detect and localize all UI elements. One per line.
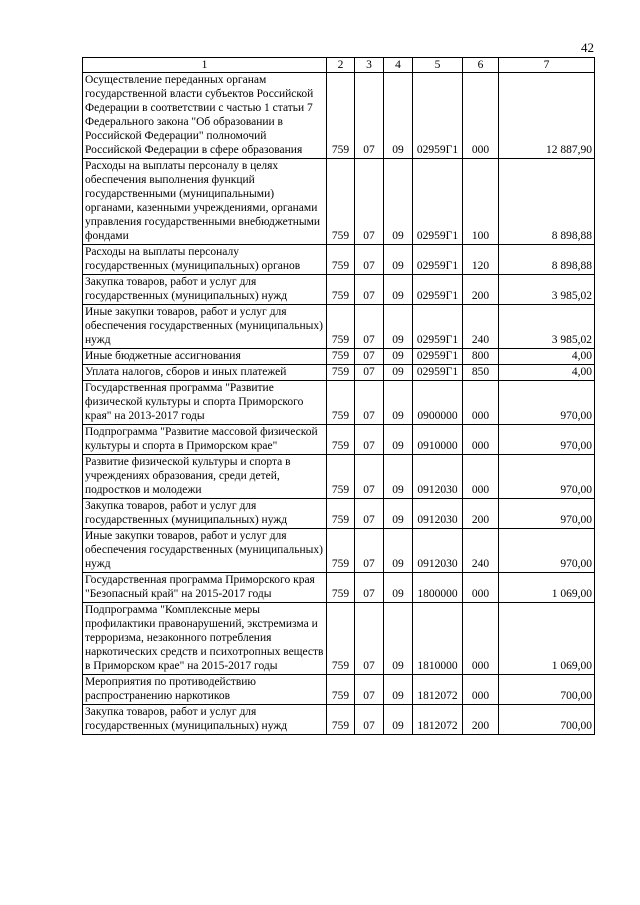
row-code-admin: 759 [327,349,355,365]
row-code-subsection: 09 [384,455,413,499]
row-code-admin: 759 [327,705,355,735]
row-code-subsection: 09 [384,603,413,675]
table-row [83,499,595,529]
header-cell: 6 [463,58,499,73]
row-code-subsection: 09 [384,381,413,425]
row-amount: 970,00 [499,499,595,529]
row-code-target: 02959Г1 [413,349,463,365]
header-cell: 3 [355,58,384,73]
row-code-target: 0912030 [413,529,463,573]
row-code-section: 07 [355,675,384,705]
row-name: Уплата налогов, сборов и иных платежей [83,365,327,381]
row-name: Расходы на выплаты персоналу в целях обеспечения выполнения функций государственными (муниципальными) органами, казенными учреждениями, органами управления государственными внебюджетными фондами [83,159,327,245]
row-amount: 970,00 [499,381,595,425]
row-amount: 970,00 [499,425,595,455]
row-code-subsection: 09 [384,305,413,349]
row-code-section: 07 [355,425,384,455]
header-cell: 2 [327,58,355,73]
row-code-expense-type: 200 [463,705,499,735]
row-code-expense-type: 200 [463,275,499,305]
row-code-target: 02959Г1 [413,275,463,305]
row-code-expense-type: 240 [463,529,499,573]
row-amount: 3 985,02 [499,305,595,349]
row-code-subsection: 09 [384,425,413,455]
row-code-admin: 759 [327,603,355,675]
row-name: Закупка товаров, работ и услуг для государственных (муниципальных) нужд [83,275,327,305]
row-code-expense-type: 850 [463,365,499,381]
table-row [83,275,595,305]
row-code-section: 07 [355,529,384,573]
header-cell: 5 [413,58,463,73]
table-row [83,365,595,381]
row-amount: 12 887,90 [499,73,595,159]
header-cell: 1 [83,58,327,73]
row-code-subsection: 09 [384,499,413,529]
table-row [83,245,595,275]
row-code-subsection: 09 [384,529,413,573]
table-row [83,349,595,365]
table-row [83,159,595,245]
row-code-section: 07 [355,603,384,675]
table-row [83,675,595,705]
row-code-admin: 759 [327,573,355,603]
header-cell: 4 [384,58,413,73]
row-code-section: 07 [355,455,384,499]
row-code-section: 07 [355,381,384,425]
row-code-target: 1810000 [413,603,463,675]
row-name: Иные закупки товаров, работ и услуг для обеспечения государственных (муниципальных) нужд [83,529,327,573]
row-code-target: 1800000 [413,573,463,603]
row-amount: 8 898,88 [499,245,595,275]
row-code-admin: 759 [327,425,355,455]
row-code-target: 0900000 [413,381,463,425]
row-code-admin: 759 [327,365,355,381]
row-code-section: 07 [355,365,384,381]
row-code-section: 07 [355,499,384,529]
row-name: Развитие физической культуры и спорта в учреждениях образования, среди детей, подростков и молодежи [83,455,327,499]
row-amount: 1 069,00 [499,603,595,675]
row-amount: 4,00 [499,349,595,365]
row-code-expense-type: 100 [463,159,499,245]
row-name: Расходы на выплаты персоналу государственных (муниципальных) органов [83,245,327,275]
row-code-expense-type: 000 [463,381,499,425]
row-code-target: 02959Г1 [413,365,463,381]
row-code-subsection: 09 [384,365,413,381]
page-number: 42 [581,40,594,55]
row-code-admin: 759 [327,245,355,275]
row-code-target: 1812072 [413,705,463,735]
row-name: Подпрограмма "Комплексные меры профилактики правонарушений, экстремизма и терроризма, незаконного потребления наркотических средств и психотропных веществ в Приморском крае" на 2015-2017 годы [83,603,327,675]
row-name: Закупка товаров, работ и услуг для государственных (муниципальных) нужд [83,499,327,529]
row-code-section: 07 [355,245,384,275]
row-code-subsection: 09 [384,705,413,735]
row-amount: 700,00 [499,675,595,705]
row-code-expense-type: 240 [463,305,499,349]
row-name: Государственная программа "Развитие физической культуры и спорта Приморского края" на 2013-2017 годы [83,381,327,425]
header-cell: 7 [499,58,595,73]
row-code-section: 07 [355,275,384,305]
row-code-section: 07 [355,573,384,603]
row-code-expense-type: 000 [463,73,499,159]
row-code-section: 07 [355,349,384,365]
row-code-admin: 759 [327,529,355,573]
row-code-target: 02959Г1 [413,73,463,159]
header-row [83,58,595,73]
row-code-target: 02959Г1 [413,245,463,275]
table-row [83,573,595,603]
row-name: Осуществление переданных органам государственной власти субъектов Российской Федерации в соответствии с частью 1 статьи 7 Федерального закона "Об образовании в Российской Федерации" полномочий Российской Федерации в сфере образования [83,73,327,159]
row-code-expense-type: 200 [463,499,499,529]
row-code-expense-type: 000 [463,603,499,675]
row-code-expense-type: 000 [463,675,499,705]
row-code-subsection: 09 [384,573,413,603]
row-amount: 4,00 [499,365,595,381]
table-row [83,603,595,675]
row-code-expense-type: 000 [463,455,499,499]
row-amount: 970,00 [499,455,595,499]
row-code-expense-type: 000 [463,573,499,603]
row-code-section: 07 [355,705,384,735]
row-code-admin: 759 [327,275,355,305]
row-code-subsection: 09 [384,73,413,159]
row-code-admin: 759 [327,455,355,499]
row-name: Государственная программа Приморского края "Безопасный край" на 2015-2017 годы [83,573,327,603]
row-code-admin: 759 [327,499,355,529]
row-code-subsection: 09 [384,245,413,275]
row-code-target: 0912030 [413,499,463,529]
row-amount: 1 069,00 [499,573,595,603]
table-row [83,529,595,573]
row-code-subsection: 09 [384,275,413,305]
table-row [83,425,595,455]
row-code-target: 1812072 [413,675,463,705]
row-amount: 8 898,88 [499,159,595,245]
table-row [83,305,595,349]
row-name: Иные закупки товаров, работ и услуг для обеспечения государственных (муниципальных) нужд [83,305,327,349]
budget-table [82,57,595,735]
row-code-target: 0912030 [413,455,463,499]
row-amount: 970,00 [499,529,595,573]
row-code-section: 07 [355,73,384,159]
row-code-admin: 759 [327,381,355,425]
row-code-admin: 759 [327,675,355,705]
table-row [83,73,595,159]
row-code-section: 07 [355,159,384,245]
row-name: Закупка товаров, работ и услуг для государственных (муниципальных) нужд [83,705,327,735]
row-code-admin: 759 [327,305,355,349]
table-row [83,455,595,499]
row-code-subsection: 09 [384,675,413,705]
row-code-section: 07 [355,305,384,349]
row-name: Иные бюджетные ассигнования [83,349,327,365]
row-amount: 700,00 [499,705,595,735]
row-code-admin: 759 [327,73,355,159]
row-code-expense-type: 000 [463,425,499,455]
row-code-subsection: 09 [384,159,413,245]
table-row [83,705,595,735]
row-name: Подпрограмма "Развитие массовой физической культуры и спорта в Приморском крае" [83,425,327,455]
row-code-target: 02959Г1 [413,159,463,245]
row-code-expense-type: 800 [463,349,499,365]
row-code-expense-type: 120 [463,245,499,275]
row-name: Мероприятия по противодействию распространению наркотиков [83,675,327,705]
table-body [83,58,595,735]
row-amount: 3 985,02 [499,275,595,305]
row-code-target: 02959Г1 [413,305,463,349]
row-code-admin: 759 [327,159,355,245]
row-code-subsection: 09 [384,349,413,365]
row-code-target: 0910000 [413,425,463,455]
table-row [83,381,595,425]
